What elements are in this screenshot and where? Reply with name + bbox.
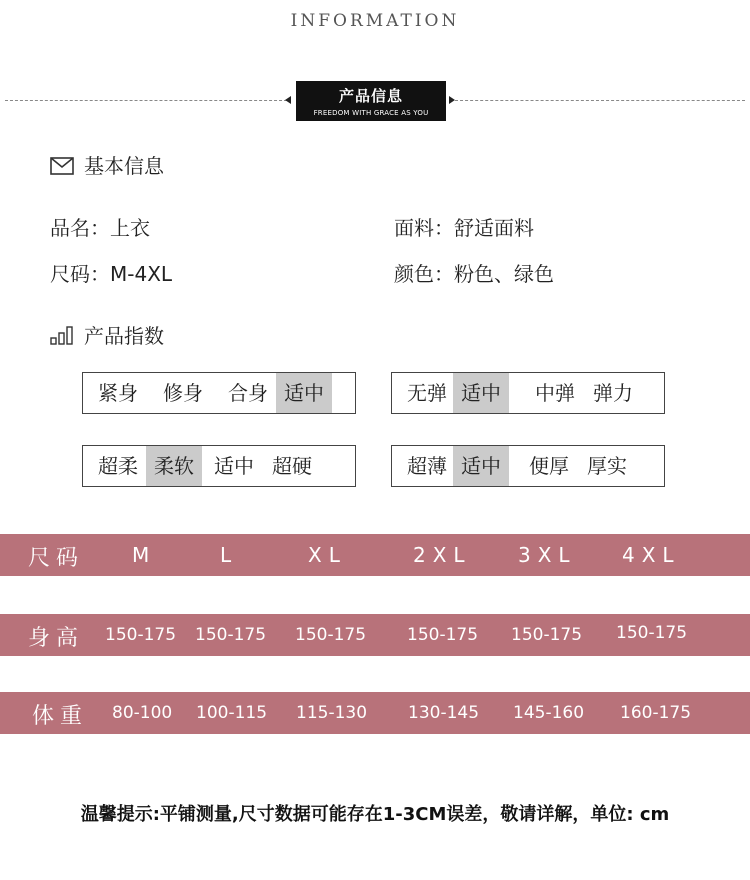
index-option-selected: 适中 bbox=[453, 446, 509, 486]
index-option: 超柔 bbox=[98, 454, 138, 478]
index-option: 超薄 bbox=[407, 454, 447, 478]
height-cell: 150-175 bbox=[511, 625, 583, 645]
weight-row bbox=[0, 692, 750, 734]
index-fit-box bbox=[82, 372, 356, 414]
index-option: 合身 bbox=[228, 381, 268, 405]
field-label: 尺码： bbox=[50, 262, 110, 286]
height-cell: 150-175 bbox=[105, 625, 177, 645]
field-value: 粉色、绿色 bbox=[454, 262, 554, 286]
field-label: 品名： bbox=[50, 216, 110, 240]
size-cell: L bbox=[220, 543, 239, 567]
index-option: 无弹 bbox=[407, 381, 447, 405]
index-option-selected: 适中 bbox=[276, 373, 332, 413]
height-row bbox=[0, 614, 750, 656]
field-item-name bbox=[50, 212, 150, 241]
index-option: 修身 bbox=[163, 381, 203, 405]
index-softness-box bbox=[82, 445, 356, 487]
information-title: INFORMATION bbox=[290, 11, 460, 31]
field-label: 颜色： bbox=[394, 262, 454, 286]
field-label: 面料： bbox=[394, 216, 454, 240]
field-value: 上衣 bbox=[110, 216, 150, 240]
size-cell: 4XL bbox=[622, 543, 681, 567]
bar-chart-icon bbox=[50, 325, 76, 350]
size-cell: XL bbox=[308, 543, 347, 567]
index-option: 便厚 bbox=[529, 454, 569, 478]
index-option: 紧身 bbox=[98, 381, 138, 405]
index-option: 超硬 bbox=[272, 454, 312, 478]
field-size bbox=[50, 258, 172, 287]
height-cell: 150-175 bbox=[295, 625, 367, 645]
weight-cell: 130-145 bbox=[408, 703, 480, 723]
field-value: M-4XL bbox=[110, 262, 173, 286]
weight-cell: 115-130 bbox=[296, 703, 368, 723]
size-cell: 2XL bbox=[413, 543, 472, 567]
row-label: 体重 bbox=[32, 704, 89, 729]
field-color bbox=[394, 258, 554, 287]
size-cell: 3XL bbox=[518, 543, 577, 567]
envelope-icon bbox=[50, 156, 74, 180]
index-stretch-box bbox=[391, 372, 665, 414]
measurement-note: 温馨提示:平铺测量,尺寸数据可能存在1-3CM误差，敬请详解，单位: cm bbox=[80, 804, 670, 825]
field-fabric bbox=[394, 212, 534, 241]
height-cell: 150-175 bbox=[616, 623, 688, 643]
size-row bbox=[0, 534, 750, 576]
row-label: 身高 bbox=[28, 626, 85, 651]
basic-info-heading bbox=[50, 150, 164, 180]
product-index-heading-text: 产品指数 bbox=[84, 324, 164, 348]
weight-cell: 160-175 bbox=[620, 703, 692, 723]
header-divider-left bbox=[5, 100, 287, 101]
index-option: 弹力 bbox=[593, 381, 633, 405]
size-cell: M bbox=[132, 543, 157, 567]
field-value: 舒适面料 bbox=[454, 216, 534, 240]
arrow-right-icon bbox=[449, 96, 455, 104]
index-option: 厚实 bbox=[587, 454, 627, 478]
height-cell: 150-175 bbox=[407, 625, 479, 645]
index-option: 中弹 bbox=[535, 381, 575, 405]
index-option-selected: 适中 bbox=[453, 373, 509, 413]
index-option-selected: 柔软 bbox=[146, 446, 202, 486]
row-label: 尺码 bbox=[28, 546, 85, 571]
basic-info-heading-text: 基本信息 bbox=[84, 154, 164, 178]
index-thickness-box bbox=[391, 445, 665, 487]
index-option: 适中 bbox=[214, 454, 254, 478]
header-divider-right bbox=[455, 100, 745, 101]
height-cell: 150-175 bbox=[195, 625, 267, 645]
badge-subtitle: FREEDOM WITH GRACE AS YOU bbox=[313, 109, 429, 117]
weight-cell: 100-115 bbox=[196, 703, 268, 723]
arrow-left-icon bbox=[285, 96, 291, 104]
product-index-heading bbox=[50, 320, 164, 350]
section-badge bbox=[296, 81, 446, 121]
weight-cell: 145-160 bbox=[513, 703, 585, 723]
weight-cell: 80-100 bbox=[112, 703, 173, 723]
badge-title: 产品信息 bbox=[338, 87, 403, 105]
